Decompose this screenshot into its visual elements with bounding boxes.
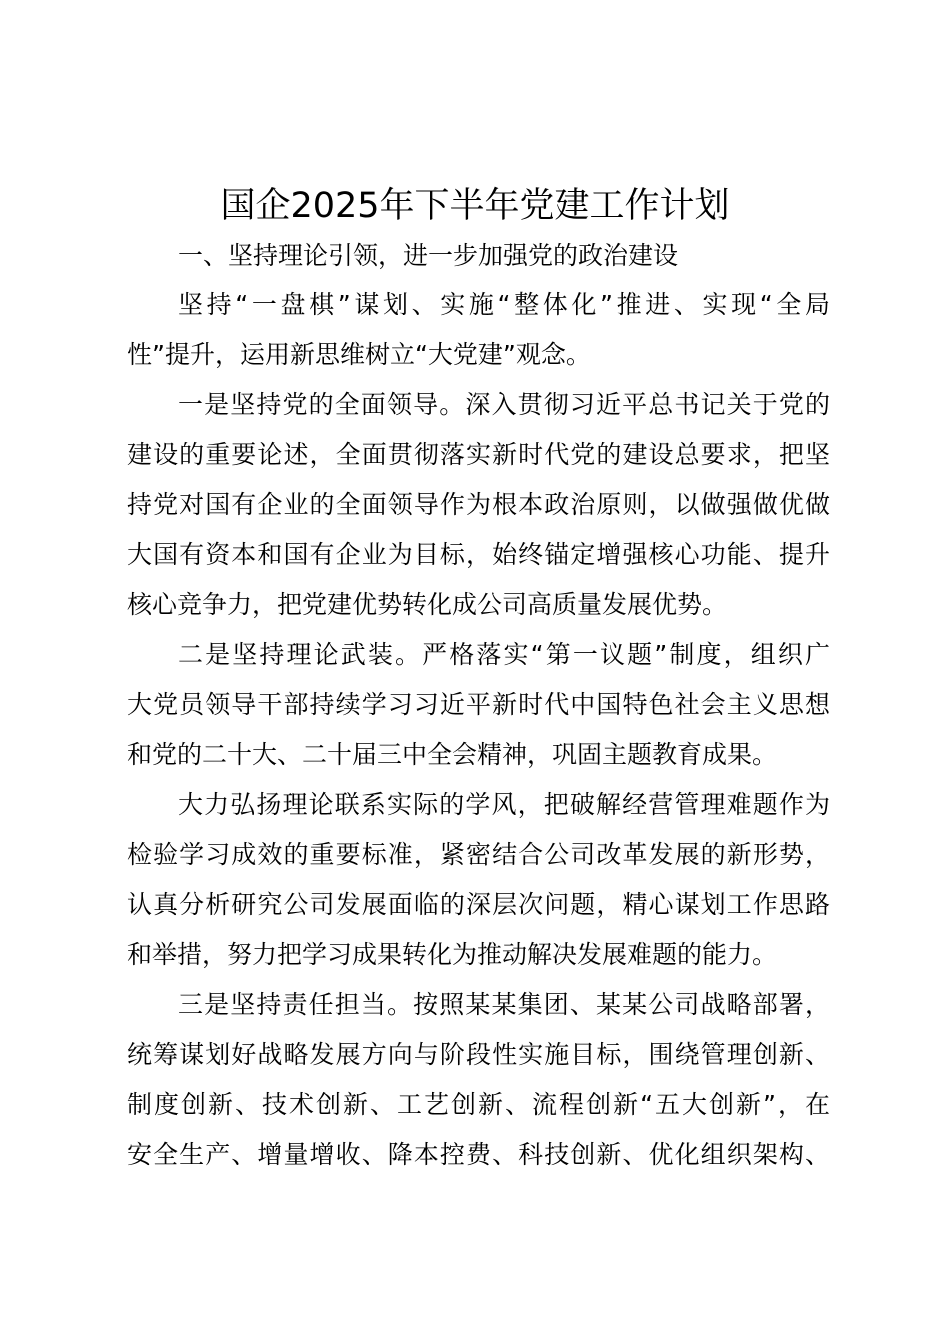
paragraph-line: 核心竞争力，把党建优势转化成公司高质量发展优势。 bbox=[127, 590, 728, 619]
paragraph-line: 统筹谋划好战略发展方向与阶段性实施目标，围绕管理创新、 bbox=[127, 1040, 830, 1069]
document-title: 国企2025年下半年党建工作计划 bbox=[220, 186, 730, 226]
paragraph-line: 认真分析研究公司发展面临的深层次问题，精心谋划工作思路 bbox=[127, 890, 830, 919]
paragraph-line: 三是坚持责任担当。按照某某集团、某某公司战略部署， bbox=[178, 990, 830, 1019]
paragraph-line: 大党员领导干部持续学习习近平新时代中国特色社会主义思想 bbox=[127, 690, 830, 719]
paragraph-line: 检验学习成效的重要标准，紧密结合公司改革发展的新形势， bbox=[127, 840, 830, 869]
paragraph-line: 大国有资本和国有企业为目标，始终锚定增强核心功能、提升 bbox=[127, 540, 830, 569]
paragraph-line: 性”提升，运用新思维树立“大党建”观念。 bbox=[127, 340, 591, 369]
paragraph-line: 制度创新、技术创新、工艺创新、流程创新“五大创新”，在 bbox=[127, 1090, 830, 1119]
paragraph-line: 建设的重要论述，全面贯彻落实新时代党的建设总要求，把坚 bbox=[127, 440, 830, 469]
section-heading: 一、坚持理论引领，进一步加强党的政治建设 bbox=[178, 241, 679, 270]
paragraph-line: 持党对国有企业的全面领导作为根本政治原则，以做强做优做 bbox=[127, 490, 830, 519]
paragraph-line: 和举措，努力把学习成果转化为推动解决发展难题的能力。 bbox=[127, 940, 778, 969]
paragraph-line: 坚持“一盘棋”谋划、实施“整体化”推进、实现“全局 bbox=[178, 290, 830, 319]
paragraph-line: 一是坚持党的全面领导。深入贯彻习近平总书记关于党的 bbox=[178, 390, 830, 419]
paragraph-line: 和党的二十大、二十届三中全会精神，巩固主题教育成果。 bbox=[127, 740, 778, 769]
paragraph-line: 二是坚持理论武装。严格落实“第一议题”制度，组织广 bbox=[178, 640, 830, 669]
paragraph-line: 安全生产、增量增收、降本控费、科技创新、优化组织架构、 bbox=[127, 1140, 830, 1169]
paragraph-line: 大力弘扬理论联系实际的学风，把破解经营管理难题作为 bbox=[178, 790, 830, 819]
